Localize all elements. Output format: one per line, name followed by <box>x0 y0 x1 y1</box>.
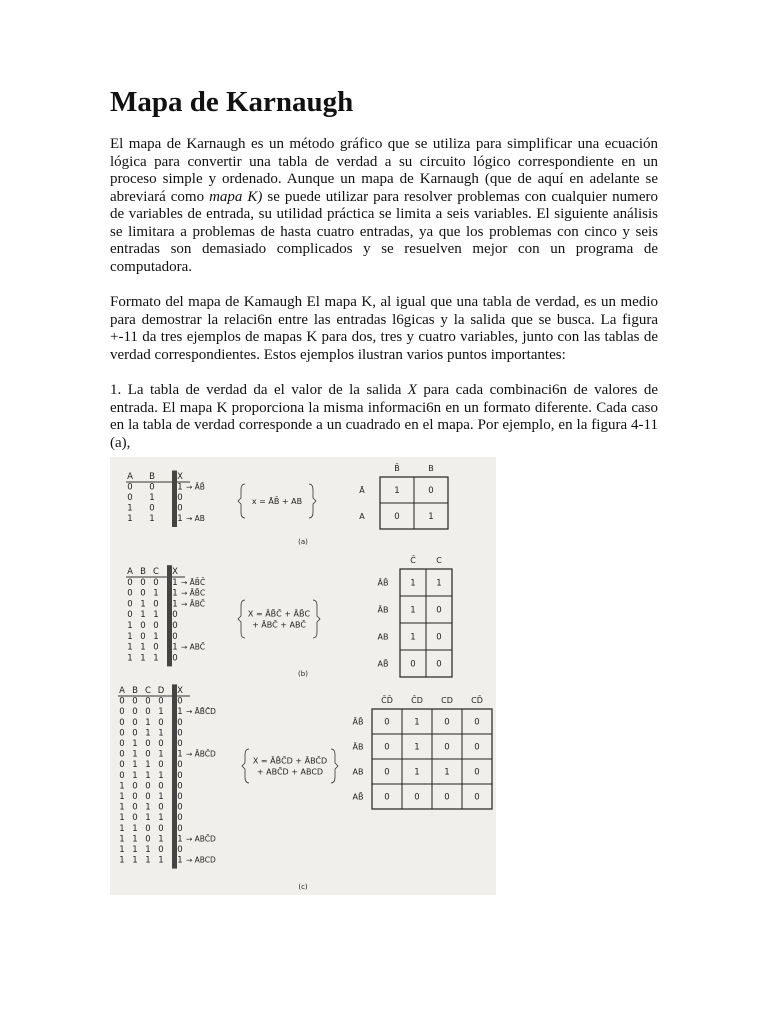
minterm-label: → ABCD <box>186 855 216 865</box>
truth-table-input-cell: 0 <box>153 599 159 610</box>
truth-table-input-cell: 0 <box>145 823 151 834</box>
truth-table-input-cell: 0 <box>145 696 151 707</box>
kmap-cell: 0 <box>384 717 390 728</box>
truth-table-output-cell: 1 <box>177 834 183 845</box>
truth-table-input-cell: 1 <box>119 813 125 824</box>
minterm-label: → AB <box>186 514 205 523</box>
truth-table-input-cell: 1 <box>140 599 146 610</box>
truth-table-header: B <box>132 686 138 696</box>
equation-left-brace <box>238 600 245 638</box>
truth-table-input-cell: 0 <box>145 834 151 845</box>
minterm-label: → ĀB̄C̄D <box>186 707 216 717</box>
truth-table-input-cell: 1 <box>149 514 155 524</box>
boolean-equation: x = ĀB̄ + AB <box>251 497 303 506</box>
truth-table-input-cell: 0 <box>127 610 133 621</box>
kmap-cell: 0 <box>384 742 390 753</box>
truth-table-output-cell: 1 <box>177 855 183 866</box>
truth-table-input-cell: 1 <box>119 792 125 802</box>
kmap-cell: 1 <box>444 767 450 778</box>
truth-table-header: A <box>119 686 125 696</box>
truth-table-header: B <box>140 567 146 577</box>
truth-table-header: C <box>145 686 151 696</box>
truth-table-input-cell: 1 <box>119 802 125 813</box>
truth-table-output-cell: 1 <box>172 588 178 599</box>
minterm-label: → ABC̄ <box>181 642 206 652</box>
truth-table-input-cell: 0 <box>132 792 138 802</box>
text-run: se puede utilizar para resolver problemas con cualquier numero de variables de entrada, su utilidad práctica se limita a seis variables. El siguiente análisis se limitara a problemas de hasta cuatro entradas, ya que los problemas con cinco y seis entradas son demasiado complicados y se resuelven mejor con un programa de computadora. <box>110 188 658 275</box>
truth-table-output-cell: 0 <box>172 621 178 631</box>
truth-table-input-cell: 0 <box>132 696 138 707</box>
truth-table-input-cell: 1 <box>158 792 164 802</box>
truth-table-output-cell: 0 <box>177 760 183 771</box>
truth-table-header: X <box>177 472 183 482</box>
figure-caption: (b) <box>298 670 308 678</box>
truth-table-input-cell: 1 <box>158 855 164 866</box>
kmap-row-label: ĀB <box>352 742 364 752</box>
kmap-row-label: AB̄ <box>352 792 364 802</box>
truth-table-input-cell: 1 <box>132 823 138 834</box>
kmap-row-label: AB̄ <box>377 659 389 669</box>
truth-table-input-cell: 0 <box>153 577 159 588</box>
truth-table-output-cell: 0 <box>177 792 183 802</box>
truth-table-input-cell: 0 <box>127 599 133 610</box>
truth-table-input-cell: 1 <box>153 653 159 664</box>
truth-table-input-cell: 1 <box>153 631 159 642</box>
truth-table-input-cell: 1 <box>149 493 155 503</box>
truth-table-output-cell: 0 <box>177 770 183 781</box>
kmap-row-label: ĀB̄ <box>352 717 364 727</box>
truth-table-input-cell: 0 <box>158 760 164 771</box>
text-run: para cada combinaci6n de valores de entrada. El mapa K proporciona la misma informaci6n en un formato diferente. Cada caso en la tabla de verdad corresponde a un cuadrado en el mapa. Por ejemplo, en la figura 4-11 (a), <box>110 382 658 451</box>
truth-table-input-cell: 0 <box>119 739 125 749</box>
truth-table-input-cell: 0 <box>119 760 125 771</box>
truth-table-header: D <box>157 686 165 696</box>
truth-table-input-cell: 0 <box>140 621 146 631</box>
truth-table-input-cell: 1 <box>145 845 151 855</box>
truth-table-input-cell: 1 <box>145 760 151 771</box>
kmap-column-label: C̄D <box>411 696 423 705</box>
truth-table-output-cell: 1 <box>172 577 178 588</box>
kmap-cell: 1 <box>410 632 416 643</box>
kmap-row-label: A <box>359 512 365 521</box>
kmap-cell: 0 <box>384 767 390 778</box>
minterm-label: → ĀBC̄D <box>186 749 216 759</box>
kmap-cell: 0 <box>428 486 434 496</box>
equation-right-brace <box>331 749 338 783</box>
truth-table-output-cell: 0 <box>177 781 183 792</box>
truth-table-output-cell: 0 <box>177 717 183 728</box>
truth-table-header: X <box>177 686 183 696</box>
truth-table-input-cell: 1 <box>158 728 164 739</box>
truth-table-input-cell: 1 <box>132 770 138 781</box>
truth-table-input-cell: 1 <box>158 707 164 718</box>
text-run: Formato del mapa de Kamaugh El mapa K, al igual que una tabla de verdad, es un medio para demostrar la relaci6n entre las entradas l6gicas y la salida que se busca. La figura +-11 da tres ejemplos de mapas K para dos, tres y cuatro variables, junto con las tablas de verdad correspondientes. Estos ejemplos ilustran varios puntos importantes: <box>110 294 658 363</box>
kmap-cell: 1 <box>410 578 416 589</box>
truth-table-input-cell: 1 <box>132 739 138 749</box>
kmap-cell: 1 <box>436 578 442 589</box>
document-page <box>110 84 658 470</box>
page-title: Mapa de Karnaugh <box>110 86 354 118</box>
truth-table-header: B <box>149 472 155 482</box>
equation-left-brace <box>238 484 245 518</box>
minterm-label: → ĀBC̄ <box>181 599 206 609</box>
truth-table-input-cell: 1 <box>119 781 125 792</box>
truth-table-input-cell: 1 <box>132 834 138 845</box>
kmap-cell: 0 <box>474 792 480 803</box>
equation-right-brace <box>313 600 320 638</box>
truth-table-input-cell: 0 <box>132 717 138 728</box>
truth-table-input-cell: 0 <box>132 813 138 824</box>
paragraph-point-1 <box>110 382 658 452</box>
kmap-cell: 0 <box>410 659 416 670</box>
kmap-cell: 0 <box>444 742 450 753</box>
truth-table-input-cell: 1 <box>145 802 151 813</box>
kmap-row-label: ĀB̄ <box>377 578 389 588</box>
truth-table-input-cell: 0 <box>140 577 146 588</box>
truth-table-input-cell: 0 <box>132 728 138 739</box>
truth-table-input-cell: 0 <box>119 770 125 781</box>
truth-table-input-cell: 1 <box>153 588 159 599</box>
kmap-cell: 0 <box>414 792 420 803</box>
truth-table-input-cell: 1 <box>158 834 164 845</box>
truth-table-input-cell: 0 <box>158 802 164 813</box>
truth-table-output-cell: 1 <box>177 514 183 524</box>
truth-table-input-cell: 0 <box>140 631 146 642</box>
truth-table-output-cell: 0 <box>172 610 178 621</box>
truth-table-input-cell: 0 <box>127 493 133 503</box>
truth-table-input-cell: 1 <box>145 813 151 824</box>
truth-table-output-cell: 0 <box>177 728 183 739</box>
kmap-cell: 1 <box>414 717 420 728</box>
truth-table-input-cell: 0 <box>127 588 133 599</box>
truth-table-input-cell: 0 <box>119 696 125 707</box>
truth-table-input-cell: 1 <box>140 610 146 621</box>
truth-table-input-cell: 1 <box>153 610 159 621</box>
truth-table-input-cell: 0 <box>153 642 159 653</box>
truth-table-input-cell: 0 <box>158 717 164 728</box>
boolean-equation: X = ĀB̄C̄D + ĀBC̄D <box>252 756 328 766</box>
boolean-equation: + ĀBC̄ + ABC̄ <box>252 620 306 630</box>
truth-table-input-cell: 0 <box>158 823 164 834</box>
kmap-column-label: C̄D̄ <box>381 696 393 705</box>
truth-table-input-cell: 0 <box>132 802 138 813</box>
kmap-row-label: AB <box>352 767 364 777</box>
kmap-cell: 0 <box>436 632 442 643</box>
truth-table-output-cell: 1 <box>177 707 183 718</box>
truth-table-output-cell: 0 <box>172 653 178 664</box>
truth-table-output-cell: 0 <box>177 696 183 707</box>
truth-table-input-cell: 1 <box>145 770 151 781</box>
kmap-cell: 1 <box>394 486 400 496</box>
minterm-label: → ĀB̄C <box>181 588 206 598</box>
truth-table-divider <box>167 565 172 666</box>
italic-run: X <box>407 382 417 398</box>
truth-table-input-cell: 1 <box>132 845 138 855</box>
truth-table-output-cell: 0 <box>177 493 183 503</box>
truth-table-divider <box>172 684 177 868</box>
truth-table-output-cell: 1 <box>177 749 183 760</box>
truth-table-input-cell: 0 <box>127 482 133 493</box>
truth-table-input-cell: 1 <box>158 813 164 824</box>
kmap-cell: 0 <box>444 792 450 803</box>
paragraph-format <box>110 294 658 364</box>
kmap-row-label: Ā <box>359 486 365 495</box>
truth-table-input-cell: 0 <box>158 739 164 749</box>
figure-caption: (c) <box>298 883 308 891</box>
kmap-cell: 0 <box>444 717 450 728</box>
karnaugh-figure <box>110 457 496 895</box>
kmap-column-label: CD <box>441 696 453 705</box>
truth-table-input-cell: 0 <box>119 717 125 728</box>
truth-table-input-cell: 0 <box>127 577 133 588</box>
kmap-cell: 0 <box>384 792 390 803</box>
minterm-label: → ABC̄D <box>186 834 216 844</box>
truth-table-input-cell: 0 <box>132 707 138 718</box>
truth-table-header: X <box>172 567 178 577</box>
truth-table-output-cell: 0 <box>177 845 183 855</box>
karnaugh-figure-svg <box>110 457 496 895</box>
truth-table-output-cell: 0 <box>177 813 183 824</box>
italic-run: mapa K) <box>209 188 263 205</box>
truth-table-input-cell: 0 <box>119 749 125 760</box>
truth-table-input-cell: 0 <box>145 739 151 749</box>
truth-table-output-cell: 1 <box>172 599 178 610</box>
kmap-cell: 0 <box>394 512 400 522</box>
equation-left-brace <box>242 749 249 783</box>
truth-table-input-cell: 0 <box>153 621 159 631</box>
minterm-label: → ĀB̄ <box>186 482 205 492</box>
text-run: 1. La tabla de verdad da el valor de la salida <box>110 382 408 398</box>
kmap-cell: 1 <box>428 512 434 522</box>
truth-table-output-cell: 0 <box>177 802 183 813</box>
truth-table-input-cell: 1 <box>140 642 146 653</box>
truth-table-input-cell: 1 <box>140 653 146 664</box>
truth-table-input-cell: 0 <box>149 482 155 493</box>
truth-table-input-cell: 1 <box>127 503 133 514</box>
truth-table-output-cell: 0 <box>177 739 183 749</box>
truth-table-input-cell: 1 <box>158 749 164 760</box>
truth-table-input-cell: 1 <box>145 728 151 739</box>
figure-caption: (a) <box>298 538 308 546</box>
truth-table-input-cell: 0 <box>145 792 151 802</box>
truth-table-input-cell: 1 <box>127 653 133 664</box>
truth-table-input-cell: 1 <box>127 642 133 653</box>
truth-table-input-cell: 1 <box>145 717 151 728</box>
kmap-column-label: B <box>428 464 434 473</box>
truth-table-input-cell: 1 <box>119 823 125 834</box>
truth-table-input-cell: 1 <box>127 621 133 631</box>
kmap-row-label: AB <box>377 632 389 642</box>
truth-table-input-cell: 1 <box>119 834 125 845</box>
kmap-cell: 0 <box>436 659 442 670</box>
kmap-cell: 0 <box>474 717 480 728</box>
kmap-column-label: C <box>436 556 442 565</box>
truth-table-input-cell: 1 <box>127 631 133 642</box>
kmap-cell: 0 <box>474 742 480 753</box>
kmap-cell: 1 <box>414 767 420 778</box>
minterm-label: → ĀB̄C̄ <box>181 577 206 587</box>
equation-right-brace <box>309 484 316 518</box>
boolean-equation: X = ĀB̄C̄ + ĀB̄C <box>247 609 311 619</box>
truth-table-input-cell: 1 <box>119 855 125 866</box>
truth-table-input-cell: 1 <box>145 855 151 866</box>
kmap-cell: 0 <box>436 605 442 616</box>
truth-table-input-cell: 0 <box>158 696 164 707</box>
truth-table-output-cell: 0 <box>172 631 178 642</box>
truth-table-output-cell: 1 <box>172 642 178 653</box>
truth-table-input-cell: 0 <box>158 845 164 855</box>
truth-table-header: A <box>127 472 133 482</box>
truth-table-input-cell: 1 <box>132 855 138 866</box>
truth-table-input-cell: 1 <box>127 514 133 524</box>
truth-table-header: A <box>127 567 133 577</box>
truth-table-input-cell: 1 <box>119 845 125 855</box>
text-run: El mapa de Karnaugh es un método gráfico que se utiliza para simplificar una ecuación lógica para convertir una tabla de verdad a su circuito lógico correspondiente en un proceso simple y ordenado. Aunque un mapa de Karnaugh (que de aquí en adelante se abreviará como <box>110 136 658 205</box>
paragraph-intro <box>110 136 658 276</box>
kmap-column-label: CD̄ <box>471 696 483 705</box>
truth-table-input-cell: 0 <box>145 749 151 760</box>
truth-table-input-cell: 0 <box>145 707 151 718</box>
truth-table-input-cell: 0 <box>119 728 125 739</box>
truth-table-output-cell: 1 <box>177 482 183 493</box>
kmap-cell: 1 <box>414 742 420 753</box>
kmap-cell: 1 <box>410 605 416 616</box>
truth-table-input-cell: 0 <box>149 503 155 514</box>
truth-table-input-cell: 0 <box>132 781 138 792</box>
truth-table-input-cell: 1 <box>132 749 138 760</box>
truth-table-input-cell: 0 <box>140 588 146 599</box>
kmap-cell: 0 <box>474 767 480 778</box>
truth-table-input-cell: 0 <box>158 781 164 792</box>
truth-table-input-cell: 0 <box>119 707 125 718</box>
kmap-column-label: B̄ <box>394 464 400 473</box>
kmap-row-label: ĀB <box>377 605 389 615</box>
truth-table-input-cell: 1 <box>158 770 164 781</box>
truth-table-input-cell: 1 <box>132 760 138 771</box>
truth-table-output-cell: 0 <box>177 503 183 514</box>
truth-table-output-cell: 0 <box>177 823 183 834</box>
kmap-column-label: C̄ <box>410 556 416 565</box>
boolean-equation: + ABC̄D + ABCD <box>256 767 324 777</box>
truth-table-header: C <box>153 567 159 577</box>
truth-table-input-cell: 0 <box>145 781 151 792</box>
